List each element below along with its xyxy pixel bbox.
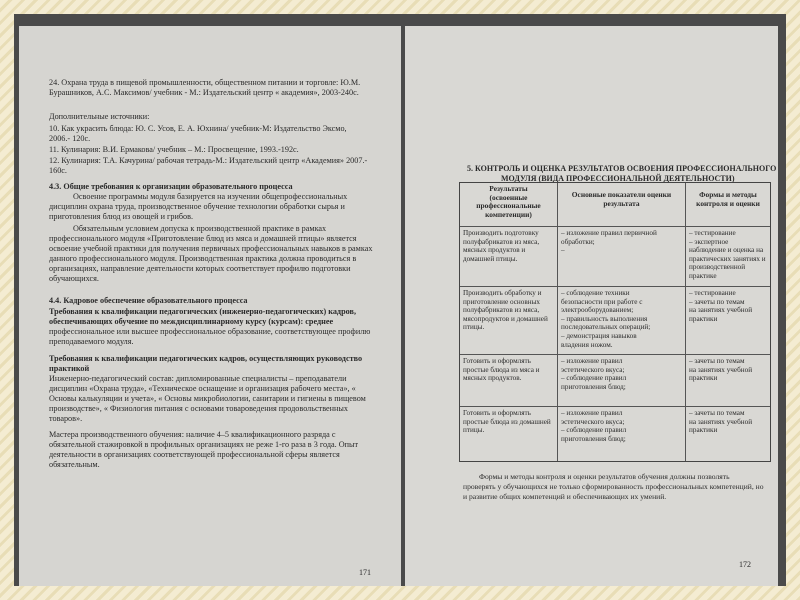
section-4-4-staff-line-2: дисциплин «Охрана труда», «Техническое оснащение и организация рабочего места», «: [49, 384, 356, 393]
section-4-4-req-line-4: преподаваемого модуля.: [49, 337, 134, 346]
section-4-4-staff-line-3: Основы калькуляции и учета», « Основы микробиологии, санитарии и гигиены в пищевом: [49, 394, 366, 403]
section-4-4-staff-line-5: товаров».: [49, 414, 83, 423]
reference-24-line-2: Бурашников, А.С. Максимов/ учебник - М.: Издательский центр « академия», 2003-240с.: [49, 88, 359, 97]
section-4-4-staff-line-1: Инженерно-педагогический состав: дипломированные специалисты – преподаватели: [49, 374, 347, 383]
section-4-3-para2-line-3: освоение учебной практики для получения первичных профессиональных навыков в рамках: [49, 244, 373, 253]
section-4-4-heading: 4.4. Кадровое обеспечение образовательного процесса: [49, 296, 248, 305]
table-row-2-indicators: – соблюдение техники безопасности при работе с электрооборудованием; – правильность выполнения последовательных операций; – демонстрация навыков владения ножом.: [558, 287, 686, 355]
section-4-4-req-line-1: Требования к квалификации педагогических (инженерно-педагогических) кадров,: [49, 307, 356, 316]
table-row-4-result: Готовить и оформлять простые блюда из домашней птицы.: [460, 407, 558, 461]
page-number-left: 171: [359, 568, 371, 577]
right-page: [405, 26, 778, 586]
footer-text-line-3: и развитие общих компетенций и обеспечивающих их умений.: [463, 492, 667, 501]
section-4-4-staff-line-4: производстве», « Физиология питания с основами товароведения продовольственных: [49, 404, 349, 413]
page-number-right: 172: [739, 560, 751, 569]
section-4-3-para2-line-6: обучающихся.: [49, 274, 99, 283]
section-4-4-req-line-2: обеспечивающих обучение по междисциплинарному курсу (курсам): среднее: [49, 317, 334, 326]
section-4-4-masters-line-1: Мастера производственного обучения: наличие 4–5 квалификационного разряда с: [49, 430, 336, 439]
section-4-3-para2-line-5: организациях, направление деятельности которых соответствует профилю подготовки: [49, 264, 351, 273]
table-row-2-result: Производить обработку и приготовление основных полуфабрикатов из мяса, мясопродуктов и домашней птицы.: [460, 287, 558, 355]
table-row-4-indicators: – изложение правил эстетического вкуса; – соблюдение правил приготовления блюд;: [558, 407, 686, 461]
footer-text-line-2: проверять у обучающихся не только сформированность профессиональных компетенций, но: [463, 482, 764, 491]
table-header-methods: Формы и методы контроля и оценки: [686, 183, 770, 227]
table-row-4-methods: – зачеты по темам на занятиях учебной практики: [689, 409, 753, 435]
reference-12-line-2: 160с.: [49, 166, 67, 175]
reference-12-line-1: 12. Кулинария: Т.А. Качурина/ рабочая тетрадь-М.: Издательский центр «Академия» 2007.-: [49, 156, 368, 165]
footer-text-line-1: Формы и методы контроля и оценки результатов обучения должны позволять: [479, 472, 730, 481]
table-row-1-methods: – тестирование – экспертное наблюдение и оценка на практических занятиях и производственной практике: [686, 227, 770, 287]
section-5-title-line-1: 5. КОНТРОЛЬ И ОЦЕНКА РЕЗУЛЬТАТОВ ОСВОЕНИЯ ПРОФЕССИОНАЛЬНОГО: [467, 164, 777, 173]
reference-11: 11. Кулинария: В.И. Ермакова/ учебник – М.: Просвещение, 1993.-192с.: [49, 145, 299, 154]
section-4-3-para2-line-4: данного профессионального модуля. Производственная практика должна проводиться в: [49, 254, 357, 263]
section-4-4-req2-line-2: практикой: [49, 364, 90, 373]
section-4-3-para1-line-1: Освоение программы модуля базируется на изучении общепрофессиональных: [73, 192, 348, 201]
section-4-4-req-line-3: профессиональное или высшее профессиональное образование, соответствующее профилю: [49, 327, 371, 336]
reference-24-line-1: 24. Охрана труда в пищевой промышленности, общественном питании и торговле: Ю.М.: [49, 78, 361, 87]
table-row-3-methods: – зачеты по темам на занятиях учебной практики: [686, 355, 770, 407]
table-header-indicators: Основные показатели оценки результата: [558, 183, 686, 227]
section-4-3-para2-line-1: Обязательным условием допуска к производственной практике в рамках: [73, 224, 327, 233]
reference-10-line-2: 2006.- 120с.: [49, 134, 91, 143]
table-row-1-result: Производить подготовку полуфабрикатов из мяса, мясных продуктов и домашней птицы.: [460, 227, 558, 287]
table-row-3-result: Готовить и оформлять простые блюда из мяса и мясных продуктов.: [460, 355, 558, 407]
section-4-4-masters-line-3: деятельности в организациях соответствующей профессиональной сферы является: [49, 450, 340, 459]
table-row-2-methods: – тестирование – зачеты по темам на занятиях учебной практики: [686, 287, 770, 355]
additional-sources-heading: Дополнительные источники:: [49, 112, 150, 121]
section-4-4-masters-line-2: обязательной стажировкой в профильных организациях не реже 1-го раза в 3 года. Опыт: [49, 440, 359, 449]
section-4-4-masters-line-4: обязательным.: [49, 460, 100, 469]
section-4-3-heading: 4.3. Общие требования к организации образовательного процесса: [49, 182, 293, 191]
section-4-3-para1-line-2: дисциплин охрана труда, производственное обучение технологии обработки сырья и: [49, 202, 345, 211]
table-row-1-indicators: – изложение правил первичной обработки; –: [558, 227, 686, 287]
section-4-3-para1-line-3: приготовления блюд из овощей и грибов.: [49, 212, 194, 221]
section-5-title-line-2: МОДУЛЯ (ВИДА ПРОФЕССИОНАЛЬНОЙ ДЕЯТЕЛЬНОСТИ): [501, 174, 735, 183]
table-row-3-indicators: – изложение правил эстетического вкуса; – соблюдение правил приготовления блюд;: [558, 355, 686, 407]
slide-photo: [14, 14, 786, 586]
assessment-table: [459, 182, 771, 462]
section-4-4-req2-line-1: Требования к квалификации педагогических кадров, осуществляющих руководство: [49, 354, 363, 363]
table-header-results: Результаты (освоенные профессиональные компетенции): [460, 183, 558, 227]
section-4-3-para2-line-2: профессионального модуля «Приготовление блюд из мяса и домашней птицы» является: [49, 234, 357, 243]
left-page: [19, 26, 401, 586]
reference-10-line-1: 10. Как украсить блюда: Ю. С. Усов, Е. А. Юхнина/ учебник-М: Издательство Эксмо,: [49, 124, 347, 133]
